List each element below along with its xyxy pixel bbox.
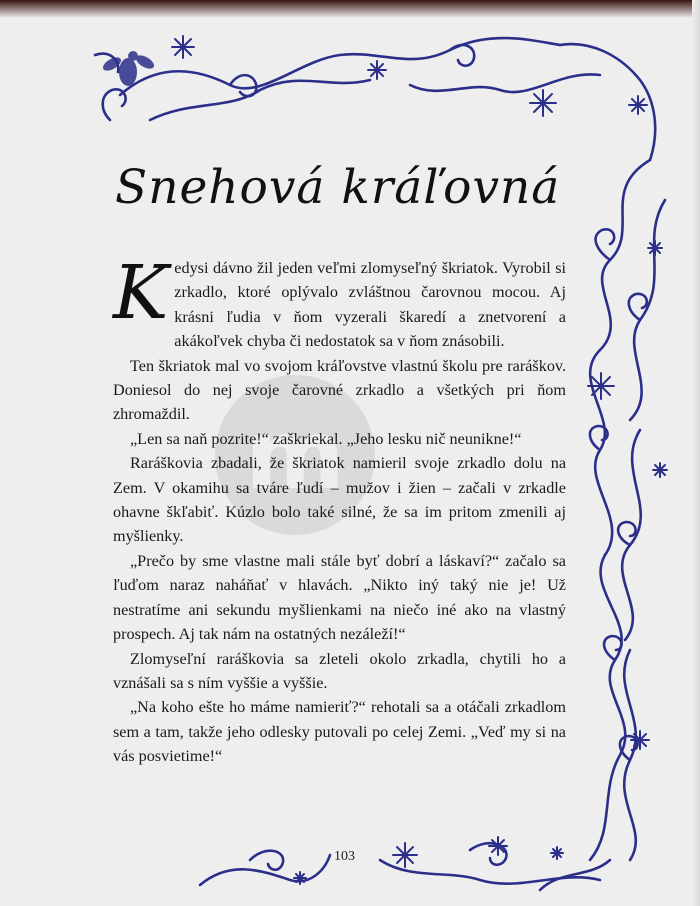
paragraph-3: „Len sa naň pozrite!“ zaškriekal. „Jeho lesku nič neunikne!“: [130, 429, 522, 448]
paragraph-5: „Prečo by sme vlastne mali stále byť dobrí a láskaví?“ začalo sa ľuďom naraz naháňať v hlavách. „Nikto iný taký nie je! Už nestratíme ani sekundu myšlienkami na niečo iné ako na vlastný prospech. Aj tak nám na ostatných nezáleží!“: [113, 551, 566, 644]
paragraph-2: Ten škriatok mal vo svojom kráľovstve vlastnú školu pre raráškov. Doniesol do nej svoje čarovné zrkadlo a všetkých pri ňom zhromaždil.: [113, 356, 566, 424]
paragraph-1-text: edysi dávno žil jeden veľmi zlomyseľný škriatok. Vyrobil si zrkadlo, ktoré oplývalo zvláštnou čarovnou mocou. Aj krásni ľudia v ňom vyzerali škaredí a znetvorení a akákoľvek chyba či nedostatok sa v ňom znásobili.: [174, 259, 566, 351]
drop-cap: K: [113, 250, 169, 336]
watermark-glyph-icon: m: [244, 399, 346, 511]
paragraph-6: Zlomyseľní raráškovia sa zleteli okolo zrkadla, chytili ho a vznášali sa s ním vyššie a vyššie.: [113, 649, 566, 692]
page-number: 103: [334, 849, 355, 864]
paragraph-4: Raráškovia zbadali, že škriatok namieril svoje zrkadlo dolu na Zem. V okamihu sa tváre ľudí – mužov i žien – začali v zrkadle ohavne škľabiť. Kúzlo bolo také silné, že sa im pritom zmenili aj myšlienky.: [113, 454, 566, 546]
paragraph-1: [113, 250, 566, 354]
page-title: Snehová kráľovná: [115, 160, 561, 215]
paragraph-7: „Na koho ešte ho máme namieriť?“ rehotali sa a otáčali zrkadlom sem a tam, takže jeho odlesky putovali po celej Zemi. „Veď my si na vás posvietime!“: [113, 698, 566, 766]
story-text: [113, 250, 566, 769]
